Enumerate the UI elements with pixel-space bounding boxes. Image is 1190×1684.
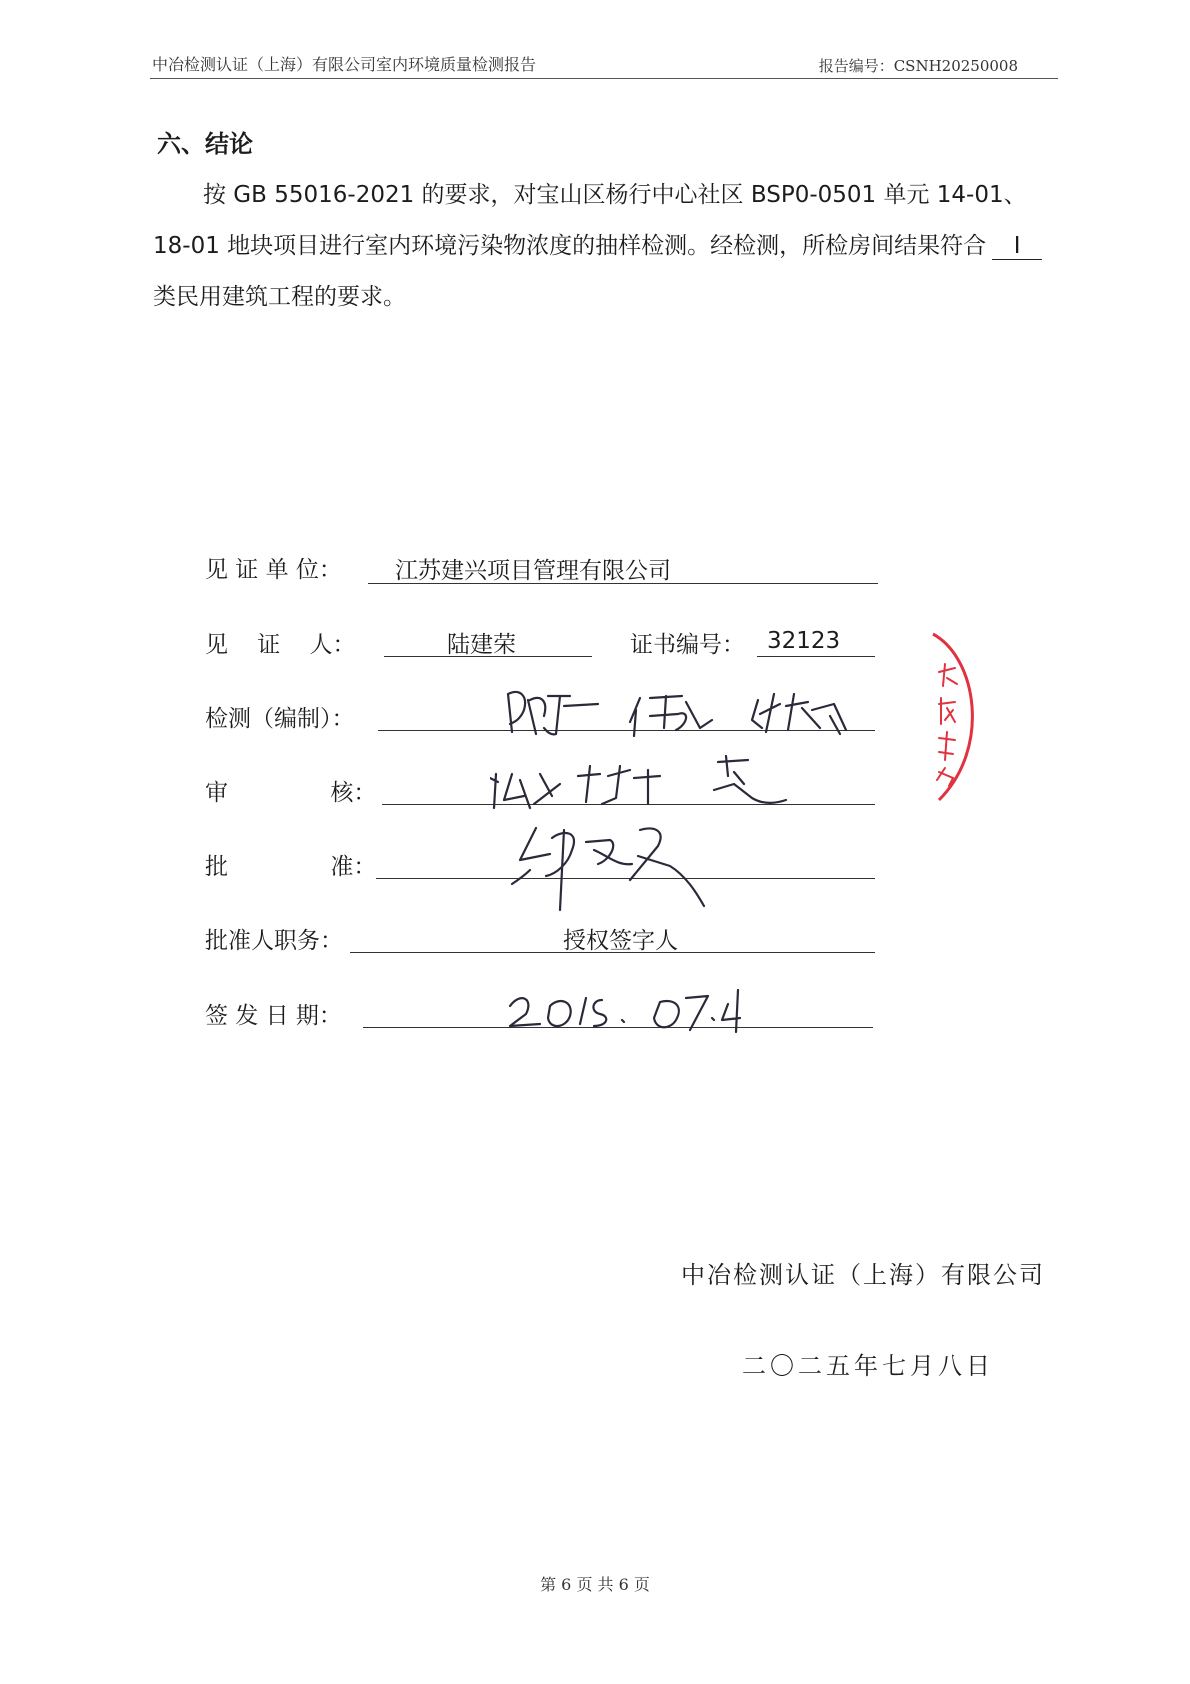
page-number: 第 6 页 共 6 页: [540, 1575, 650, 1594]
witness-value: 陆建荣: [447, 632, 516, 658]
conclusion-text-1: 按 GB 55016-2021 的要求，对宝山区杨行中心社区 BSP0-0501 单元 14-01、18-01 地块项目进行室内环境污染物浓度的抽样检测。经检测，所检房间结果符合: [153, 182, 1027, 259]
signature-reviewer-1: [490, 774, 560, 808]
cert-no-line: [757, 656, 875, 657]
issuing-company: 中冶检测认证（上海）有限公司: [681, 1261, 1045, 1289]
report-header-title: 中冶检测认证（上海）有限公司室内环境质量检测报告: [152, 55, 537, 74]
approver-title-label: 批准人职务：: [205, 928, 343, 954]
issue-date-text: 二〇二五年七月八日: [742, 1352, 994, 1380]
cert-no-value: 32123: [767, 628, 841, 654]
building-grade: I: [992, 233, 1042, 260]
handwritten-signatures: [490, 680, 880, 1110]
report-number: 报告编号：CSNH20250008: [818, 57, 1018, 75]
approve-label: 批 准：: [205, 854, 377, 880]
conclusion-text-2: 类民用建筑工程的要求。: [153, 284, 406, 310]
signature-reviewer-2: [578, 766, 660, 804]
witness-label: 见 证 人：: [205, 632, 356, 658]
section-heading: 六、结论: [157, 130, 253, 158]
test-label: 检测（编制）：: [205, 706, 355, 732]
signature-tester-1: [508, 692, 598, 734]
signature-tester-3: [752, 694, 846, 734]
issue-date-label: 签 发 日 期：: [205, 1003, 342, 1029]
approver-title-value: 授权签字人: [563, 928, 678, 954]
signature-approver: [512, 828, 704, 910]
signature-tester-2: [630, 696, 712, 736]
review-label: 审 核：: [205, 780, 377, 806]
witness-unit-label: 见 证 单 位：: [205, 557, 342, 583]
signature-issue-date: [510, 990, 740, 1032]
witness-unit-value: 江苏建兴项目管理有限公司: [395, 558, 671, 584]
company-seal-stamp: [925, 628, 985, 806]
signature-reviewer-3: [714, 756, 786, 803]
header-divider: [150, 78, 1058, 79]
cert-no-label: 证书编号：: [630, 632, 745, 658]
conclusion-paragraph: [153, 170, 1058, 323]
